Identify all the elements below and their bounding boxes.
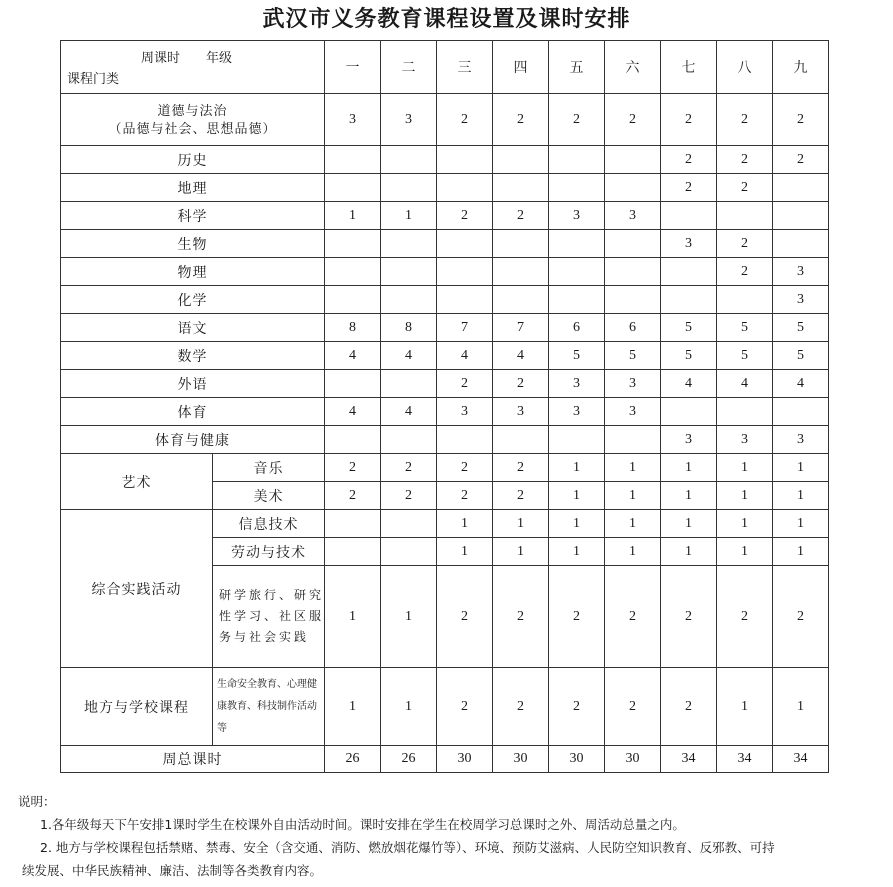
value-cell [437, 174, 493, 202]
value-cell: 4 [773, 370, 829, 398]
value-cell: 3 [381, 94, 437, 146]
value-cell: 2 [493, 668, 549, 746]
subject-cell: 物理 [61, 258, 325, 286]
value-cell: 1 [549, 510, 605, 538]
header-course-category-label: 课程门类 [67, 71, 120, 86]
value-cell [661, 398, 717, 426]
value-cell: 2 [717, 258, 773, 286]
value-cell [381, 230, 437, 258]
header-corner-cell [61, 41, 325, 94]
value-cell: 1 [717, 510, 773, 538]
value-cell: 2 [773, 566, 829, 668]
value-cell [381, 426, 437, 454]
value-cell: 2 [717, 230, 773, 258]
group-label-practice: 综合实践活动 [61, 510, 213, 668]
value-cell [381, 510, 437, 538]
page-title: 武汉市义务教育课程设置及课时安排 [262, 7, 631, 32]
value-cell: 2 [661, 94, 717, 146]
group-label-art: 艺术 [61, 454, 213, 510]
subject-cell: 科学 [61, 202, 325, 230]
value-cell: 1 [773, 454, 829, 482]
subject-row [61, 286, 829, 314]
value-cell: 5 [773, 342, 829, 370]
value-cell: 1 [381, 566, 437, 668]
subject-row [61, 258, 829, 286]
subject-cell: 地理 [61, 174, 325, 202]
value-cell [717, 398, 773, 426]
value-cell: 1 [773, 538, 829, 566]
value-cell: 1 [717, 482, 773, 510]
subject-row [61, 426, 829, 454]
value-cell [381, 286, 437, 314]
value-cell: 2 [661, 146, 717, 174]
value-cell: 2 [549, 566, 605, 668]
value-cell: 1 [661, 454, 717, 482]
value-cell: 2 [773, 94, 829, 146]
subject-cell: 研学旅行、研究性学习、社区服务与社会实践 [213, 566, 325, 668]
value-cell: 1 [717, 668, 773, 746]
value-cell: 1 [605, 510, 661, 538]
subject-row [61, 146, 829, 174]
value-cell: 1 [605, 482, 661, 510]
value-cell [549, 174, 605, 202]
value-cell: 1 [717, 454, 773, 482]
value-cell [325, 538, 381, 566]
value-cell [605, 258, 661, 286]
value-cell: 4 [437, 342, 493, 370]
value-cell: 5 [717, 342, 773, 370]
subject-cell: 音乐 [213, 454, 325, 482]
value-cell: 5 [717, 314, 773, 342]
notes-heading: 说明： [18, 794, 56, 809]
subject-cell [61, 94, 325, 146]
subject-cell: 美术 [213, 482, 325, 510]
value-cell: 3 [605, 398, 661, 426]
value-cell [493, 174, 549, 202]
value-cell: 30 [437, 746, 493, 773]
grade-header: 九 [773, 41, 829, 94]
value-cell [381, 146, 437, 174]
value-cell: 1 [325, 566, 381, 668]
subject-row [61, 174, 829, 202]
value-cell: 1 [493, 510, 549, 538]
value-cell: 5 [549, 342, 605, 370]
value-cell [773, 202, 829, 230]
value-cell: 2 [773, 146, 829, 174]
value-cell [325, 286, 381, 314]
value-cell [381, 370, 437, 398]
art-row [61, 454, 829, 482]
value-cell: 1 [549, 454, 605, 482]
value-cell [549, 258, 605, 286]
subject-row [61, 398, 829, 426]
subject-cell: 语文 [61, 314, 325, 342]
subject-row [61, 314, 829, 342]
value-cell [717, 286, 773, 314]
grade-header: 三 [437, 41, 493, 94]
value-cell: 2 [437, 482, 493, 510]
value-cell: 4 [325, 398, 381, 426]
subject-cell: 信息技术 [213, 510, 325, 538]
subject-cell: 生物 [61, 230, 325, 258]
value-cell [661, 202, 717, 230]
value-cell: 30 [493, 746, 549, 773]
value-cell [325, 370, 381, 398]
grade-header: 五 [549, 41, 605, 94]
value-cell: 1 [605, 454, 661, 482]
total-label: 周总课时 [61, 746, 325, 773]
value-cell: 3 [773, 286, 829, 314]
value-cell: 2 [493, 482, 549, 510]
value-cell [381, 538, 437, 566]
header-week-grade-label: 周课时 年级 [141, 50, 233, 65]
value-cell: 3 [437, 398, 493, 426]
value-cell: 1 [493, 538, 549, 566]
value-cell: 1 [605, 538, 661, 566]
subject-row [61, 342, 829, 370]
value-cell: 2 [605, 668, 661, 746]
value-cell [437, 286, 493, 314]
value-cell [493, 230, 549, 258]
value-cell: 2 [437, 668, 493, 746]
value-cell: 2 [437, 94, 493, 146]
value-cell: 3 [549, 202, 605, 230]
value-cell [549, 230, 605, 258]
value-cell [717, 202, 773, 230]
subject-cell: 历史 [61, 146, 325, 174]
value-cell [381, 258, 437, 286]
value-cell [773, 398, 829, 426]
value-cell: 4 [381, 342, 437, 370]
value-cell: 1 [325, 668, 381, 746]
value-cell [549, 426, 605, 454]
value-cell: 26 [381, 746, 437, 773]
value-cell [325, 258, 381, 286]
grade-header: 六 [605, 41, 661, 94]
value-cell: 30 [605, 746, 661, 773]
value-cell [549, 286, 605, 314]
value-cell: 2 [717, 146, 773, 174]
value-cell: 1 [773, 510, 829, 538]
grade-header: 七 [661, 41, 717, 94]
value-cell: 1 [661, 482, 717, 510]
value-cell [325, 426, 381, 454]
value-cell [381, 174, 437, 202]
value-cell: 2 [661, 566, 717, 668]
value-cell: 2 [493, 202, 549, 230]
subject-cell: 体育 [61, 398, 325, 426]
value-cell [605, 426, 661, 454]
note-1: 1.各年级每天下午安排1课时学生在校课外自由活动时间。课时安排在学生在校周学习总课时之外、周活动总量之内。 [40, 817, 685, 832]
value-cell [773, 174, 829, 202]
value-cell: 2 [325, 454, 381, 482]
value-cell: 3 [773, 258, 829, 286]
value-cell [325, 146, 381, 174]
value-cell: 5 [605, 342, 661, 370]
value-cell: 26 [325, 746, 381, 773]
value-cell: 34 [773, 746, 829, 773]
value-cell: 2 [437, 370, 493, 398]
curriculum-table [60, 40, 829, 773]
value-cell: 1 [325, 202, 381, 230]
grade-header: 八 [717, 41, 773, 94]
value-cell: 2 [493, 94, 549, 146]
value-cell: 1 [549, 482, 605, 510]
value-cell: 1 [437, 510, 493, 538]
value-cell [493, 146, 549, 174]
subject-row [61, 94, 829, 146]
value-cell [605, 286, 661, 314]
value-cell: 5 [661, 314, 717, 342]
value-cell: 1 [437, 538, 493, 566]
grade-header: 四 [493, 41, 549, 94]
value-cell [549, 146, 605, 174]
value-cell: 2 [549, 668, 605, 746]
value-cell: 1 [381, 668, 437, 746]
value-cell: 2 [493, 566, 549, 668]
value-cell: 3 [605, 202, 661, 230]
value-cell: 3 [773, 426, 829, 454]
value-cell [437, 230, 493, 258]
value-cell: 2 [381, 454, 437, 482]
value-cell: 34 [717, 746, 773, 773]
value-cell [325, 174, 381, 202]
value-cell: 2 [325, 482, 381, 510]
value-cell: 4 [325, 342, 381, 370]
value-cell [661, 258, 717, 286]
subject-cell: 化学 [61, 286, 325, 314]
subject-cell: 数学 [61, 342, 325, 370]
grade-header: 一 [325, 41, 381, 94]
notes-section [18, 790, 878, 882]
value-cell: 3 [549, 398, 605, 426]
value-cell [773, 230, 829, 258]
value-cell: 4 [661, 370, 717, 398]
value-cell: 34 [661, 746, 717, 773]
group-label-local: 地方与学校课程 [61, 668, 213, 746]
subject-cell: 劳动与技术 [213, 538, 325, 566]
value-cell: 1 [773, 668, 829, 746]
value-cell: 1 [381, 202, 437, 230]
value-cell [493, 258, 549, 286]
note-2-line-1: 2. 地方与学校课程包括禁赌、禁毒、安全（含交通、消防、燃放烟花爆竹等）、环境、预防艾滋病、人民防空知识教育、反邪教、可持 [40, 840, 775, 855]
subject-cell: 生命安全教育、心理健康教育、科技制作活动等 [213, 668, 325, 746]
value-cell: 1 [717, 538, 773, 566]
value-cell [661, 286, 717, 314]
total-row [61, 746, 829, 773]
value-cell [605, 174, 661, 202]
value-cell [605, 230, 661, 258]
note-2-line-2: 续发展、中华民族精神、廉洁、法制等各类教育内容。 [22, 863, 323, 878]
value-cell: 2 [605, 94, 661, 146]
header-row [61, 41, 829, 94]
value-cell: 2 [605, 566, 661, 668]
value-cell [605, 146, 661, 174]
value-cell [437, 146, 493, 174]
value-cell: 3 [717, 426, 773, 454]
value-cell: 1 [773, 482, 829, 510]
value-cell: 4 [493, 342, 549, 370]
practice-row [61, 510, 829, 538]
local-row [61, 668, 829, 746]
value-cell: 8 [325, 314, 381, 342]
subject-name: 道德与法治 [157, 102, 228, 118]
value-cell [493, 426, 549, 454]
value-cell: 2 [717, 566, 773, 668]
subject-row [61, 370, 829, 398]
value-cell: 6 [605, 314, 661, 342]
value-cell [325, 230, 381, 258]
value-cell: 2 [661, 174, 717, 202]
value-cell [493, 286, 549, 314]
value-cell: 1 [661, 510, 717, 538]
value-cell: 7 [493, 314, 549, 342]
value-cell [325, 510, 381, 538]
subject-row [61, 230, 829, 258]
value-cell: 2 [437, 202, 493, 230]
value-cell: 3 [493, 398, 549, 426]
value-cell: 2 [437, 566, 493, 668]
value-cell: 2 [549, 94, 605, 146]
value-cell: 4 [717, 370, 773, 398]
value-cell: 2 [437, 454, 493, 482]
value-cell: 8 [381, 314, 437, 342]
value-cell: 2 [717, 174, 773, 202]
value-cell: 3 [661, 426, 717, 454]
value-cell: 5 [773, 314, 829, 342]
value-cell: 3 [325, 94, 381, 146]
value-cell: 2 [493, 454, 549, 482]
value-cell: 3 [549, 370, 605, 398]
value-cell: 2 [493, 370, 549, 398]
value-cell: 3 [605, 370, 661, 398]
subject-cell: 外语 [61, 370, 325, 398]
value-cell: 3 [661, 230, 717, 258]
value-cell [437, 426, 493, 454]
value-cell: 7 [437, 314, 493, 342]
value-cell: 2 [381, 482, 437, 510]
value-cell: 1 [549, 538, 605, 566]
value-cell: 2 [717, 94, 773, 146]
value-cell: 4 [381, 398, 437, 426]
value-cell: 1 [661, 538, 717, 566]
value-cell: 2 [661, 668, 717, 746]
subject-subtitle: （品德与社会、思想品德） [108, 120, 277, 136]
value-cell: 5 [661, 342, 717, 370]
subject-cell: 体育与健康 [61, 426, 325, 454]
value-cell [437, 258, 493, 286]
value-cell: 6 [549, 314, 605, 342]
grade-header: 二 [381, 41, 437, 94]
subject-row [61, 202, 829, 230]
value-cell: 30 [549, 746, 605, 773]
